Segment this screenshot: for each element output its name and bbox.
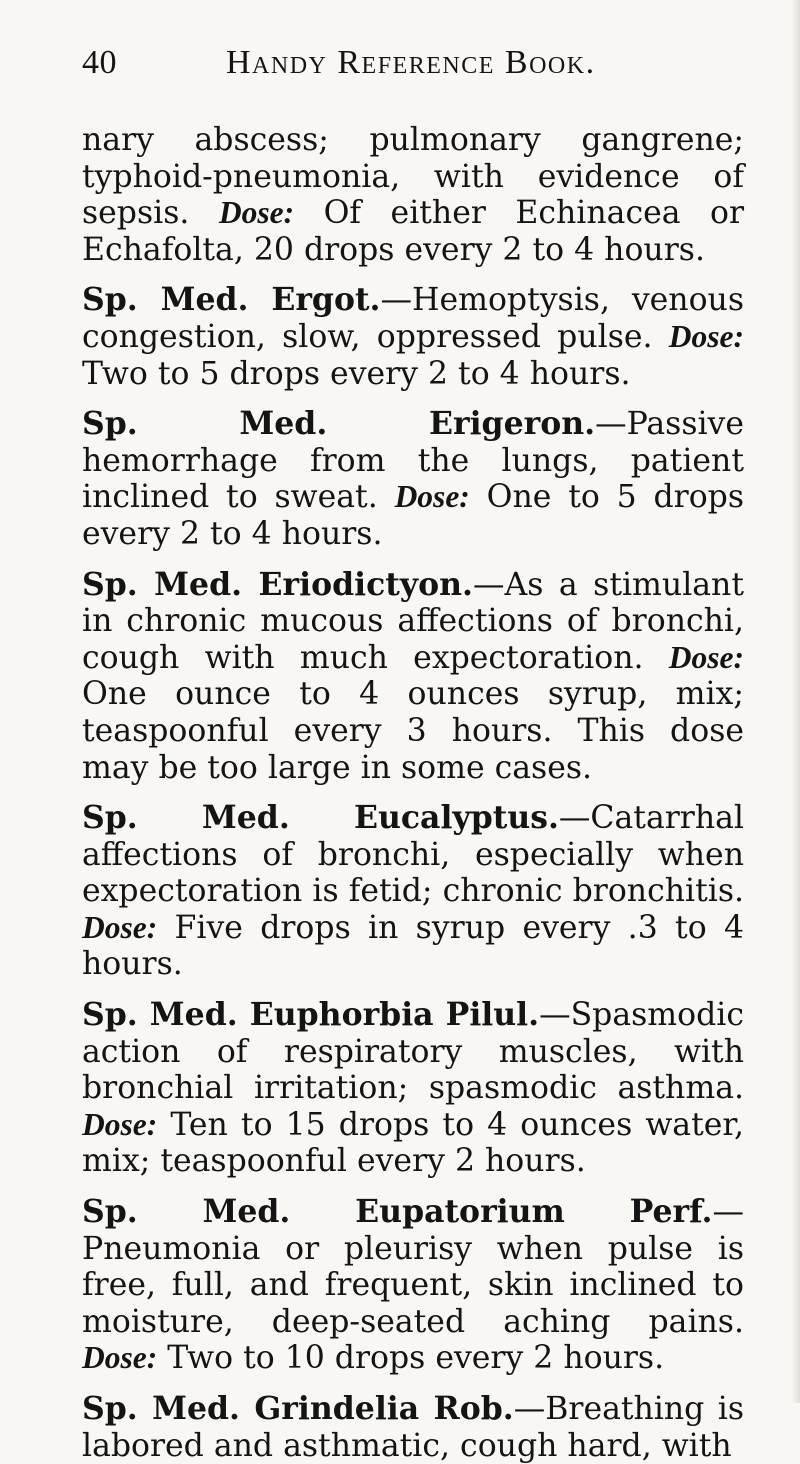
entry-grindelia-rob <box>82 1391 744 1464</box>
entry-description: —Spasmodic action of respiratory muscles, with bronchial irritation; spasmodic asthma. <box>82 997 744 1107</box>
dose-label: Dose: <box>82 1106 158 1142</box>
running-title: Handy Reference Book. <box>226 44 596 81</box>
page-body <box>82 122 744 1464</box>
dose-text: Five drops in syrup every .3 to 4 hours. <box>82 909 745 983</box>
entry-name: Sp. Med. Eucalyptus. <box>82 799 559 837</box>
entry-description: —Breathing is labored and asthmatic, cough hard, with <box>82 1391 744 1464</box>
entry-description: —As a stimulant in chronic mucous affections of bronchi, cough with much expectoration. <box>82 566 745 676</box>
entry-erigeron <box>82 406 744 552</box>
dose-text: Of either Echinacea or Echafolta, 20 drops every 2 to 4 hours. <box>82 195 745 268</box>
entry-name: Sp. Med. Ergot. <box>82 281 381 319</box>
entry-description: —Catarrhal affections of bronchi, especially when expectoration is fetid; chronic bronchitis. <box>82 800 744 910</box>
dose-label: Dose: <box>668 318 744 354</box>
dose-text: Two to 10 drops every 2 hours. <box>167 1340 665 1377</box>
paragraph-text: nary abscess; pulmonary gangrene; typhoid-pneumonia, with evidence of sepsis. <box>82 122 744 232</box>
entry-name: Sp. Med. Eupatorium Perf. <box>82 1193 713 1231</box>
entry-eupatorium-perf <box>82 1194 744 1377</box>
dose-label: Dose: <box>218 195 295 231</box>
entry-description: —Pneumonia or pleurisy when pulse is free, full, and frequent, skin inclined to moisture, deep-seated aching pains. <box>82 1194 744 1340</box>
running-head <box>82 44 744 88</box>
entry-eriodictyon <box>82 567 744 787</box>
dose-text: One to 5 drops every 2 to 4 hours. <box>82 479 745 552</box>
dose-text: Ten to 15 drops to 4 ounces water, mix; teaspoonful every 2 hours. <box>82 1106 744 1180</box>
entry-ergot <box>82 282 744 392</box>
entry-eucalyptus <box>82 800 744 983</box>
dose-label: Dose: <box>394 479 470 515</box>
dose-label: Dose: <box>668 639 744 675</box>
entry-euphorbia-pilul <box>82 997 744 1180</box>
entry-name: Sp. Med. Eriodictyon. <box>82 565 473 603</box>
dose-label: Dose: <box>82 909 158 945</box>
entry-name: Sp. Med. Grindelia Rob. <box>82 1390 514 1427</box>
entry-description: —Hemoptysis, venous congestion, slow, oppressed pulse. <box>82 282 744 355</box>
dose-text: One ounce to 4 ounces syrup, mix; teaspoonful every 3 hours. This dose may be too large in some cases. <box>82 676 744 786</box>
page-edge-shadow <box>792 0 800 1403</box>
entry-name: Sp. Med. Euphorbia Pilul. <box>82 996 540 1034</box>
dose-label: Dose: <box>82 1340 158 1376</box>
continued-paragraph <box>82 122 744 268</box>
dose-text: Two to 5 drops every 2 to 4 hours. <box>82 355 631 392</box>
entry-description: —Passive hemorrhage from the lungs, patient inclined to sweat. <box>82 406 744 516</box>
page-number: 40 <box>82 44 117 81</box>
entry-name: Sp. Med. Erigeron. <box>82 405 596 443</box>
